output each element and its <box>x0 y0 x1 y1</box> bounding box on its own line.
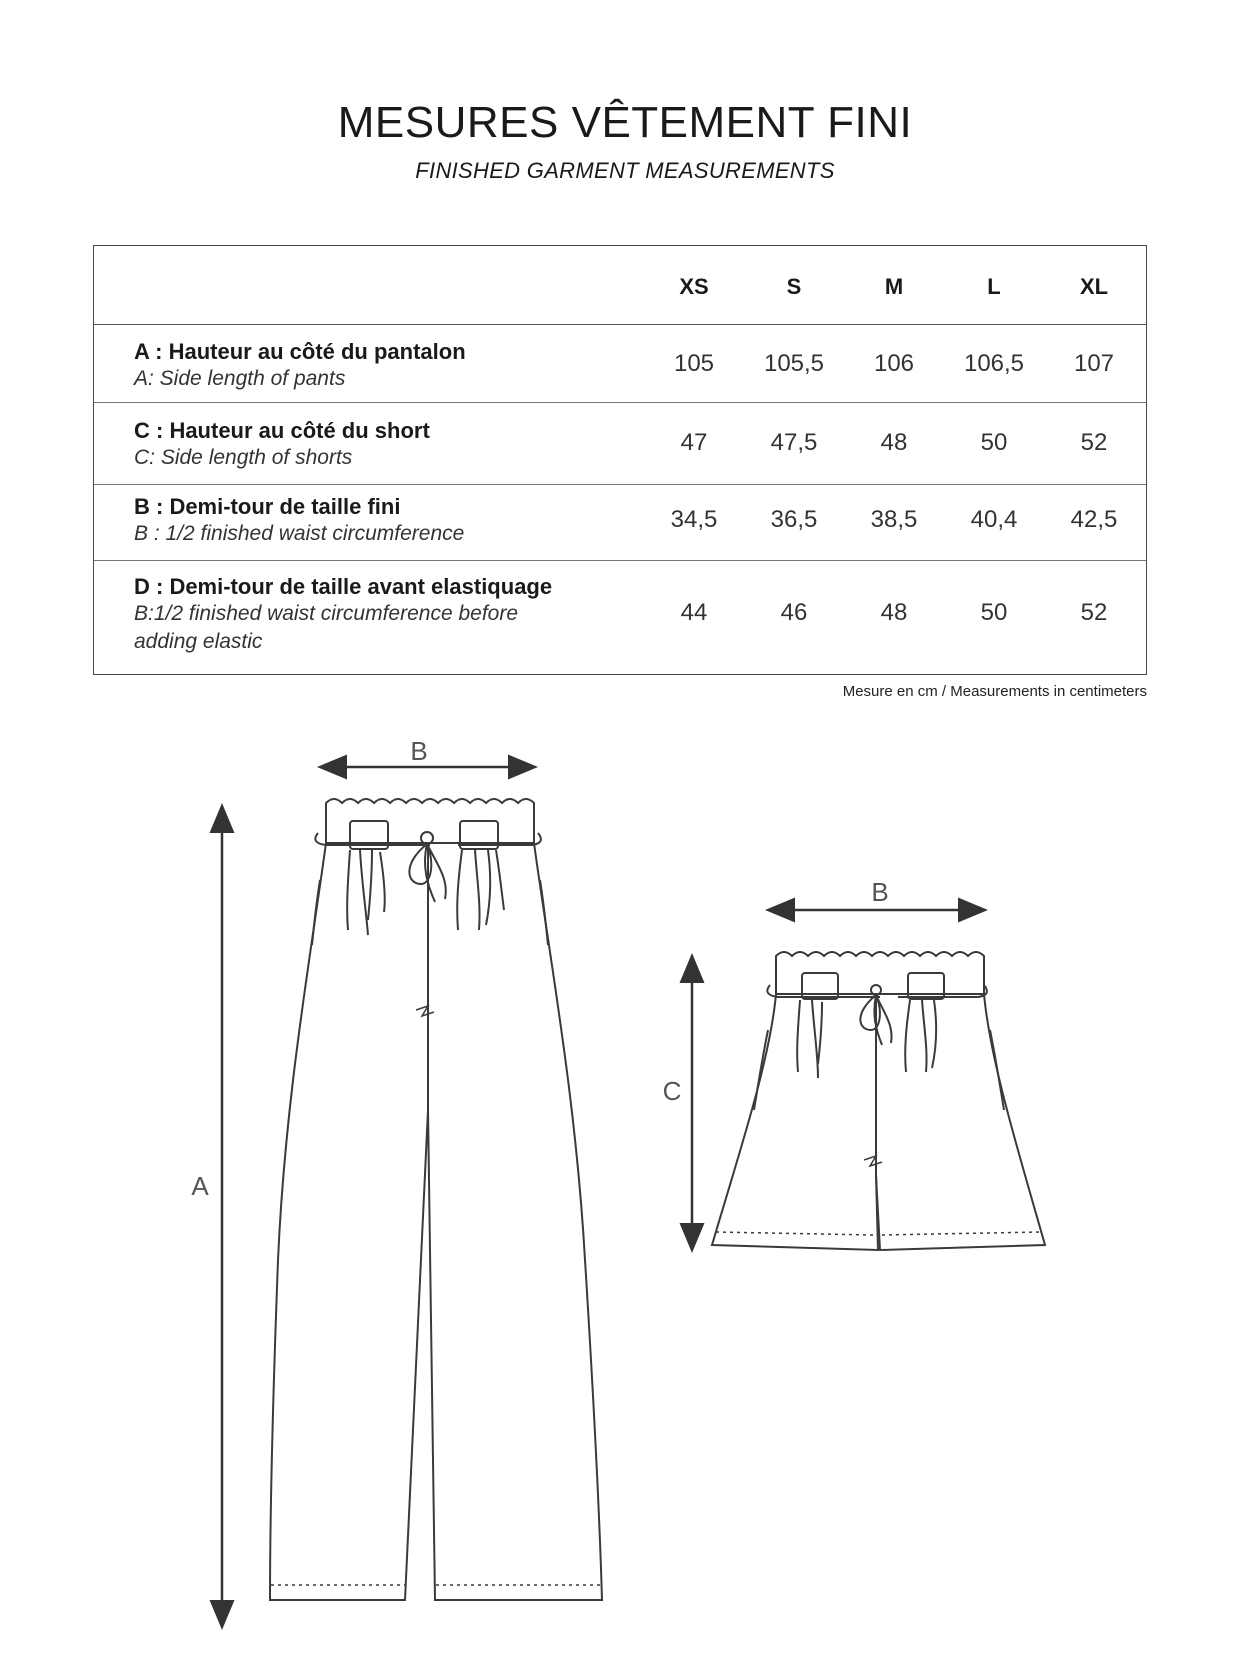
table-cell: 46 <box>780 599 808 626</box>
table-cell: 106,5 <box>963 350 1025 377</box>
table-cell: 36,5 <box>770 506 818 533</box>
shorts-left-leg <box>712 994 878 1250</box>
pants-illustration <box>222 767 602 1625</box>
table-cell: 105,5 <box>763 350 825 377</box>
table-cell: 42,5 <box>1070 506 1118 533</box>
pants-right-leg <box>428 843 602 1600</box>
shorts-label-b: B <box>871 877 889 907</box>
table-cell: 48 <box>880 429 908 456</box>
size-header-s: S <box>786 274 802 299</box>
size-header-xl: XL <box>1079 274 1109 299</box>
row-label-fr: C : Hauteur au côté du short <box>134 418 430 443</box>
table-cell: 38,5 <box>870 506 918 533</box>
table-cell: 52 <box>1080 599 1108 626</box>
pants-label-b: B <box>410 736 428 766</box>
unit-note: Mesure en cm / Measurements in centimeters <box>842 683 1147 700</box>
table-cell: 47 <box>680 429 708 456</box>
table-cell: 48 <box>880 599 908 626</box>
row-label-en: C: Side length of shorts <box>134 446 353 469</box>
shorts-illustration <box>692 910 1045 1250</box>
shorts-right-leg <box>876 994 1045 1250</box>
size-header-xs: XS <box>679 274 709 299</box>
table-cell: 47,5 <box>770 429 818 456</box>
row-label-fr: D : Demi-tour de taille avant elastiquage <box>134 574 553 599</box>
pants-label-a: A <box>191 1171 209 1201</box>
row-label-en: A: Side length of pants <box>134 367 346 390</box>
size-header-l: L <box>987 274 1001 299</box>
table-cell: 106 <box>873 350 915 377</box>
table-cell: 52 <box>1080 429 1108 456</box>
table-cell: 107 <box>1073 350 1115 377</box>
row-label-fr: B : Demi-tour de taille fini <box>134 494 401 519</box>
page-title: MESURES VÊTEMENT FINI <box>337 98 913 147</box>
page-subtitle: FINISHED GARMENT MEASUREMENTS <box>415 158 835 183</box>
table-cell: 50 <box>980 429 1008 456</box>
row-label-fr: A : Hauteur au côté du pantalon <box>134 339 466 364</box>
table-cell: 44 <box>680 599 708 626</box>
row-label-en: B:1/2 finished waist circumference before adding elastic <box>134 602 519 653</box>
pants-left-leg <box>270 843 428 1600</box>
belt-loop <box>802 973 838 999</box>
table-cell: 40,4 <box>970 506 1018 533</box>
belt-loop <box>908 973 944 999</box>
row-label-en: B : 1/2 finished waist circumference <box>134 522 465 545</box>
size-header-m: M <box>884 274 904 299</box>
table-cell: 50 <box>980 599 1008 626</box>
table-cell: 105 <box>673 350 715 377</box>
table-cell: 34,5 <box>670 506 718 533</box>
shorts-label-c: C <box>662 1076 682 1106</box>
